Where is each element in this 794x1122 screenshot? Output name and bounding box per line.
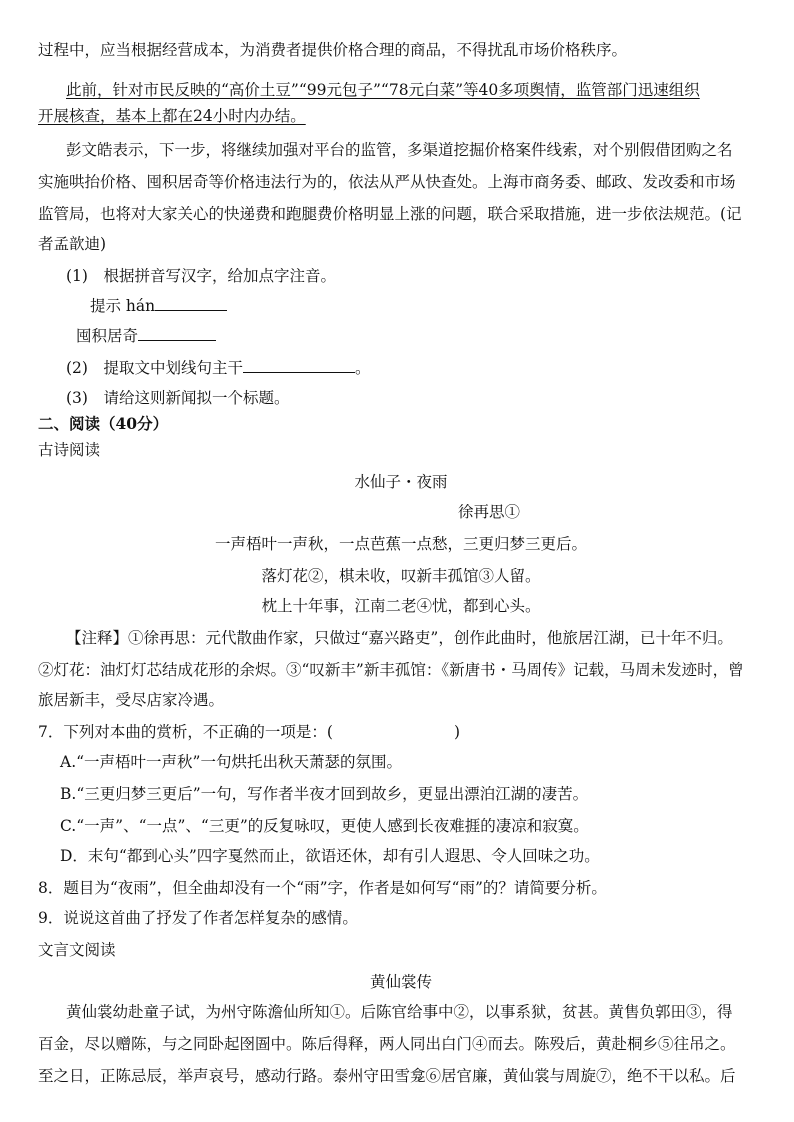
poem-note-line: 【注释】①徐再思：元代散曲作家，只做过“嘉兴路吏”，创作此曲时，他旅居江湖，已十年不归。 [66,629,733,647]
poem-note-line: ②灯花：油灯灯芯结成花形的余烬。③“叹新丰”新丰孤馆：《新唐书・马周传》记载，马周未发迹时，曾 [38,661,744,679]
news-paragraph-line-1: 彭文皓表示，下一步，将继续加强对平台的监管，多渠道挖掘价格案件线索，对个别假借团购之名 [66,141,733,159]
classical-section-label: 文言文阅读 [38,941,116,959]
section-heading: 二、阅读（40分） [38,414,169,433]
question-2-text: (2) 提取文中划线句主干 [66,359,243,377]
underlined-sentence-line-2: 开展核查，基本上都在24小时内办结。 [38,107,306,125]
question-7-option-a: A.“一声梧叶一声秋”一句烘托出秋天萧瑟的氛围。 [60,753,402,771]
poem-section-label: 古诗阅读 [38,441,101,459]
answer-blank[interactable] [243,358,355,373]
poem-line: 枕上十年事，江南二老④忧，都到心头。 [261,597,541,615]
question-7: 7．下列对本曲的赏析，不正确的一项是：( [38,723,333,741]
news-paragraph-tail: 过程中，应当根据经营成本，为消费者提供价格合理的商品，不得扰乱市场价格秩序。 [38,41,628,59]
classical-title: 黄仙裳传 [369,973,432,991]
question-7-close-paren: ) [454,723,461,741]
poem-line: 一声梧叶一声秋，一点芭蕉一点愁，三更归梦三更后。 [214,535,587,553]
poem-note-line: 旅居新丰，受尽店家冷遇。 [38,691,225,709]
classical-text-line: 百金，尽以赠陈，与之同卧起囹圄中。陈后得释，两人同出白门④而去。陈殁后，黄赴桐乡⑤往吊之。 [38,1035,736,1053]
news-paragraph-line-3: 监管局，也将对大家关心的快递费和跑腿费价格明显上涨的问题，联合采取措施，进一步依法规范。(记 [38,205,742,223]
question-3: (3) 请给这则新闻拟一个标题。 [66,389,290,407]
poem-title: 水仙子・夜雨 [354,473,448,491]
answer-blank[interactable] [155,296,227,311]
question-2 [66,358,370,378]
classical-text-line: 至之日，正陈忌辰，举声哀号，感动行路。泰州守田雪龛⑥居官廉，黄仙裳与周旋⑦，绝不干以私。后 [38,1067,736,1085]
question-7-option-c: C.“一声”、“一点”、“三更”的反复咏叹，更使人感到长夜难捱的凄凉和寂寞。 [60,817,589,835]
question-1-item-a-label: 提示 hán [90,297,156,315]
news-paragraph-line-2: 实施哄抬价格、囤积居奇等价格违法行为的，依法从严从快查处。上海市商务委、邮政、发改委和市场 [38,173,736,191]
news-paragraph-line-4: 者孟歆迪) [38,235,107,253]
classical-text-line: 黄仙裳幼赴童子试，为州守陈澹仙所知①。后陈官给事中②，以事系狱，贫甚。黄售负郭田③，得 [66,1003,733,1021]
answer-blank[interactable] [138,326,216,341]
question-9: 9．说说这首曲了抒发了作者怎样复杂的感情。 [38,909,358,927]
question-1-item-a [90,296,227,316]
poem-author: 徐再思① [458,503,521,521]
question-1-item-b-label: 囤积居奇 [76,327,139,345]
question-7-option-b: B.“三更归梦三更后”一句，写作者半夜才回到故乡，更显出漂泊江湖的凄苦。 [60,785,589,803]
question-1: (1) 根据拼音写汉字，给加点字注音。 [66,267,336,285]
question-7-option-d: D．末句“都到心头”四字戛然而止，欲语还休，却有引人遐思、令人回味之功。 [60,847,600,865]
question-2-end: 。 [354,359,371,377]
poem-line: 落灯花②，棋未收，叹新丰孤馆③人留。 [261,567,541,585]
question-8: 8．题目为“夜雨”，但全曲却没有一个“雨”字，作者是如何写“雨”的？请简要分析。 [38,879,607,897]
question-1-item-b [76,326,216,346]
underlined-sentence-line-1: 此前，针对市民反映的“高价土豆”“99元包子”“78元白菜”等40多项舆情，监管部门迅速组织 [66,81,700,99]
